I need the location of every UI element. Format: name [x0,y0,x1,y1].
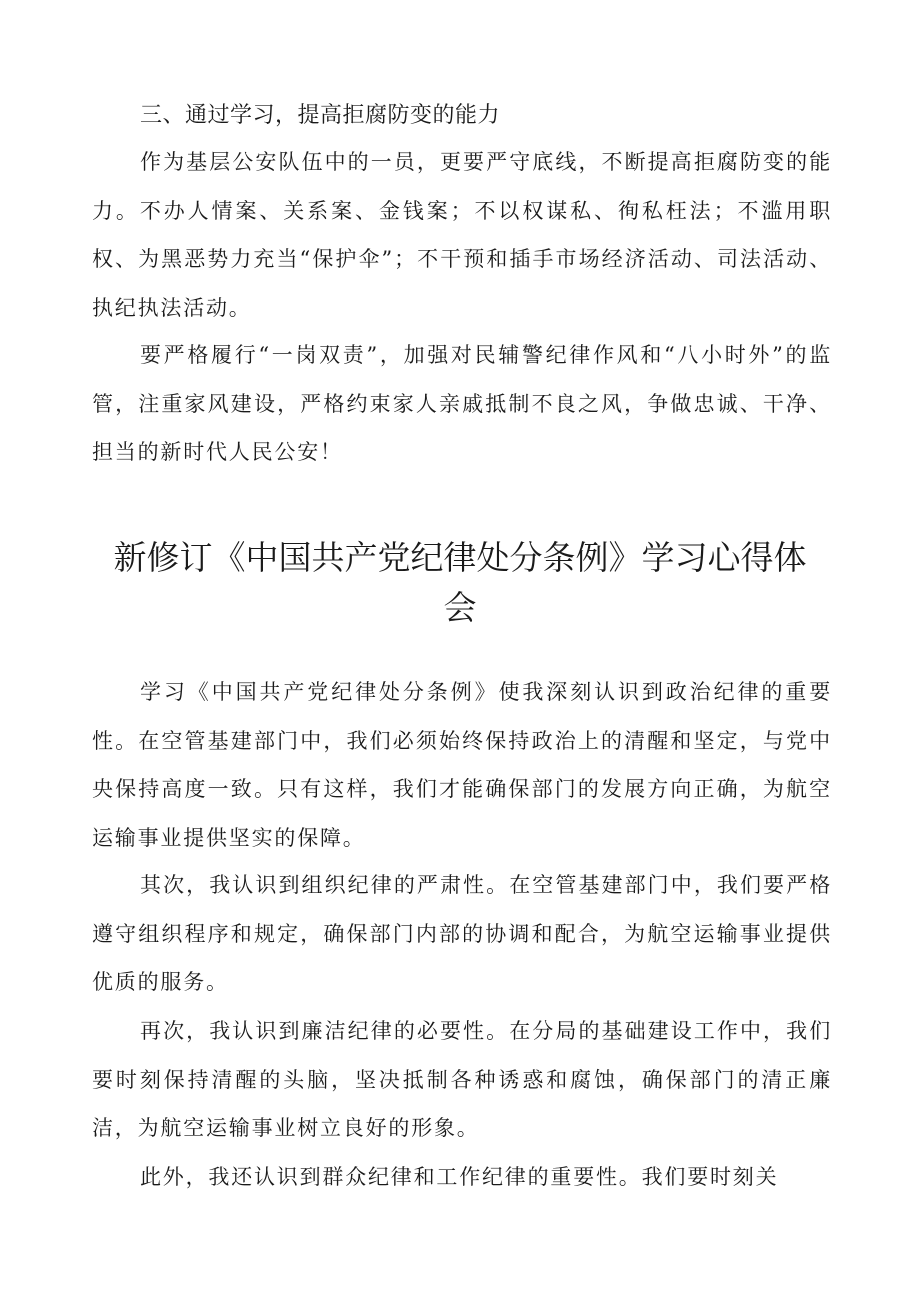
article-paragraph: 其次，我认识到组织纪律的严肃性。在空管基建部门中，我们要严格遵守组织程序和规定，确保部门内部的协调和配合，为航空运输事业提供优质的服务。 [92,873,832,994]
article-title: 新修订《中国共产党纪律处分条例》学习心得体会 [113,538,807,627]
section-paragraph: 要严格履行“一岗双责”，加强对民辅警纪律作风和“八小时外”的监管，注重家风建设，严格约束家人亲戚抵制不良之风，争做忠诚、干净、担当的新时代人民公安！ [92,343,832,464]
article-paragraph: 此外，我还认识到群众纪律和工作纪律的重要性。我们要时刻关 [140,1165,779,1189]
article-paragraph: 学习《中国共产党纪律处分条例》使我深刻认识到政治纪律的重要性。在空管基建部门中，我们必须始终保持政治上的清醒和坚定，与党中央保持高度一致。只有这样，我们才能确保部门的发展方向正确，为航空运输事业提供坚实的保障。 [92,680,832,850]
section-heading: 三、通过学习，提高拒腐防变的能力 [140,103,501,128]
section-paragraph: 作为基层公安队伍中的一员，更要严守底线，不断提高拒腐防变的能力。不办人情案、关系案、金钱案；不以权谋私、徇私枉法；不滥用职权、为黑恶势力充当“保护伞”；不干预和插手市场经济活动、司法活动、执纪执法活动。 [92,150,832,320]
article-paragraph: 再次，我认识到廉洁纪律的必要性。在分局的基础建设工作中，我们要时刻保持清醒的头脑，坚决抵制各种诱惑和腐蚀，确保部门的清正廉洁，为航空运输事业树立良好的形象。 [92,1019,832,1140]
